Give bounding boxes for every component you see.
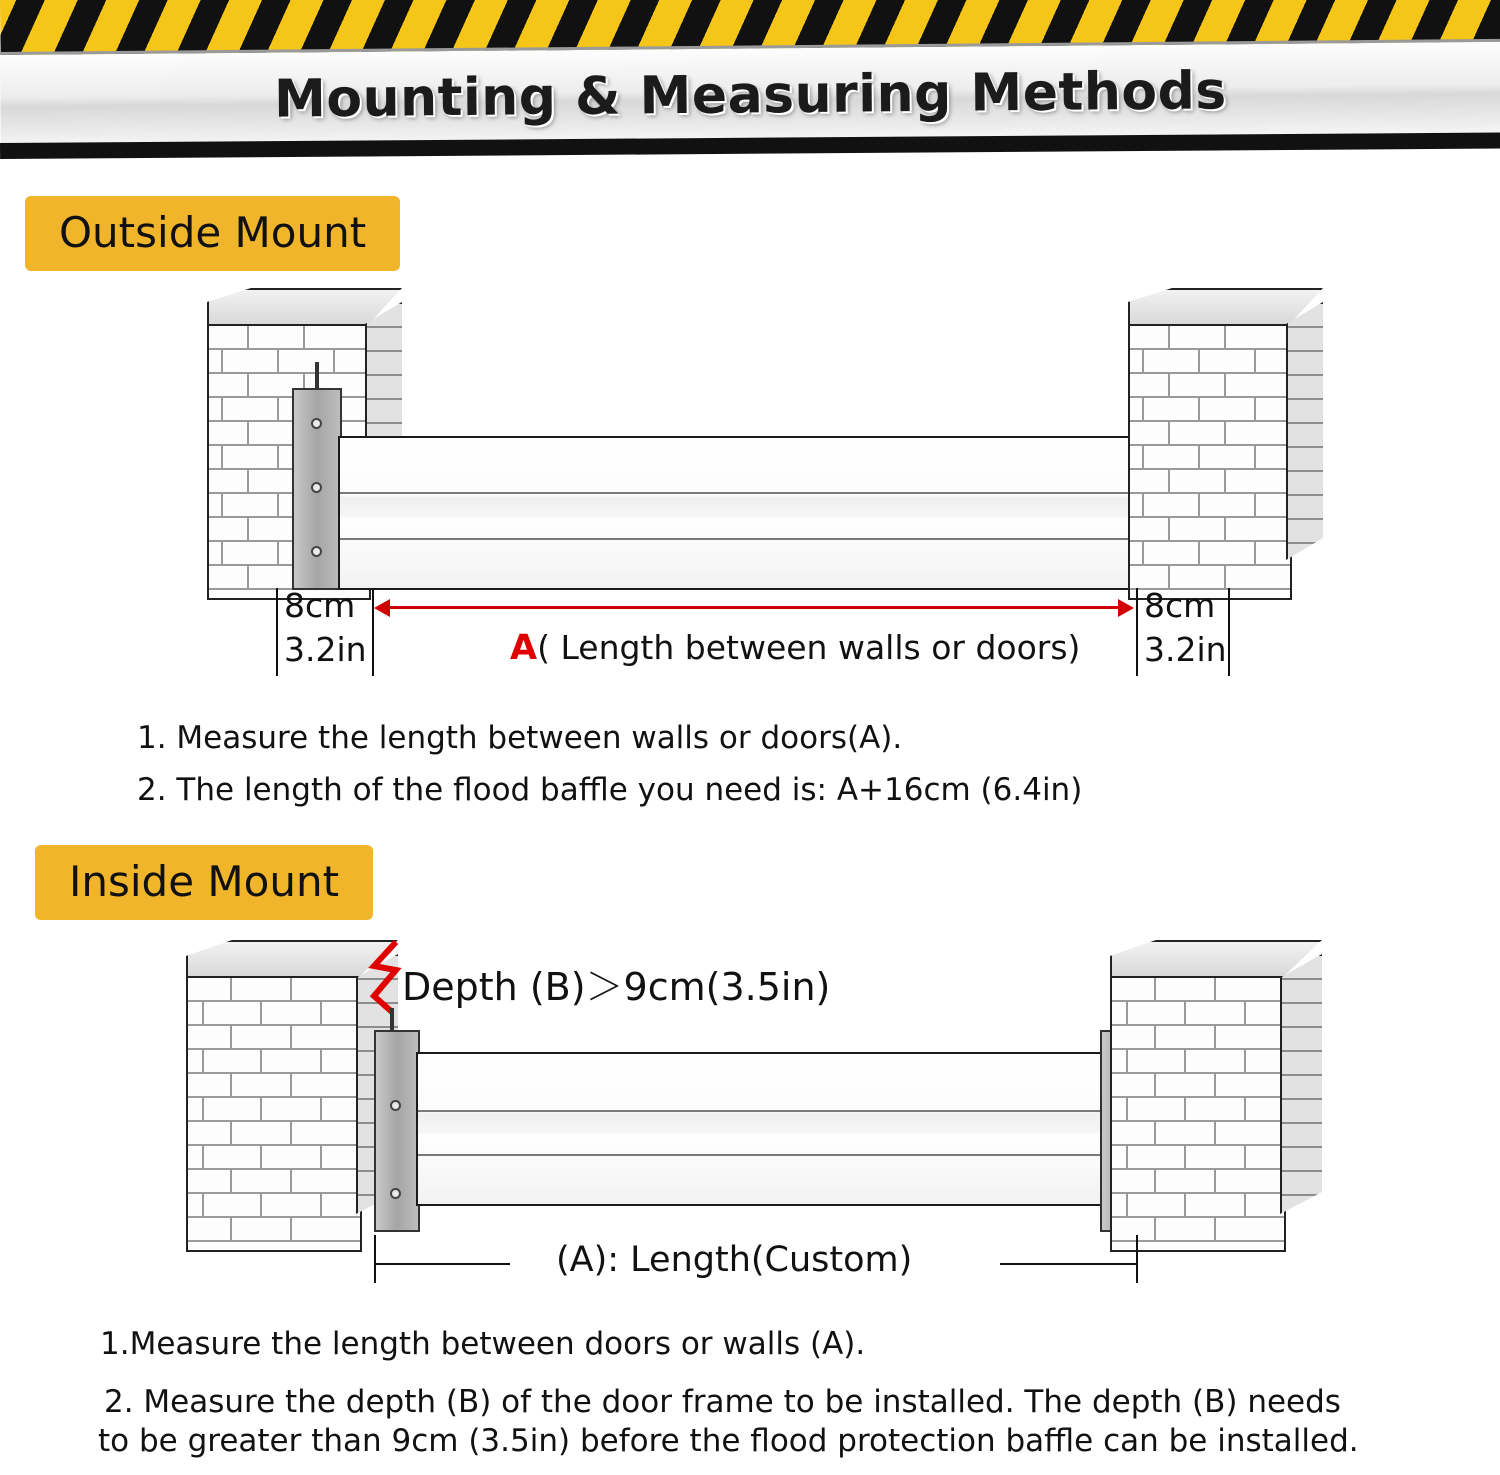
dimension-tick (276, 588, 278, 676)
dimension-tick (1136, 588, 1138, 676)
inside-mount-step-1: 1.Measure the length between doors or walls (A). (100, 1326, 866, 1362)
outside-mount-dimensions (0, 588, 1500, 683)
flood-baffle-board (338, 436, 1182, 590)
inside-mount-step-2a: 2. Measure the depth (B) of the door frame to be installed. The depth (B) needs (104, 1383, 1341, 1420)
dimension-arrow-right (1118, 599, 1134, 617)
section-label-inside-mount (35, 845, 373, 920)
dim-left-in: 3.2in (284, 630, 367, 669)
depth-marker-icon (366, 940, 406, 1018)
screw-icon (311, 418, 322, 429)
dim-center-prefix: A (510, 628, 538, 668)
dim-center-text: ( Length between walls or doors) (537, 628, 1081, 667)
flood-baffle-board-inside (416, 1052, 1108, 1206)
outside-mount-step-2: 2. The length of the flood baffle you need is: A+16cm (6.4in) (137, 772, 1083, 808)
inside-mount-diagram (0, 930, 1500, 1260)
header (0, 0, 1500, 160)
dim-left-cm: 8cm (284, 586, 356, 625)
screw-icon (390, 1100, 401, 1111)
screw-icon (311, 482, 322, 493)
inside-mount-steps (100, 1325, 1440, 1462)
brick-pier-right (1128, 288, 1323, 598)
depth-note: Depth (B)＞9cm(3.5in) (402, 965, 831, 1009)
dim-center-label (510, 628, 1080, 668)
outside-mount-label: Outside Mount (25, 196, 400, 271)
dimension-tick (1228, 588, 1230, 676)
inside-mount-dimensions (0, 1235, 1500, 1305)
section-label-outside-mount (25, 196, 400, 271)
dimension-line-right (1000, 1263, 1136, 1265)
outside-mount-step-1: 1. Measure the length between walls or doors(A). (137, 720, 903, 756)
screw-icon (311, 546, 322, 557)
dim-right-cm: 8cm (1144, 586, 1216, 625)
page-title: Mounting & Measuring Methods (273, 61, 1227, 130)
dim-right-in: 3.2in (1144, 630, 1227, 669)
dimension-tick (374, 1235, 376, 1283)
mounting-bracket-left-inside (374, 1030, 420, 1232)
screw-icon (390, 1188, 401, 1199)
brick-pier-right-inside (1110, 940, 1322, 1248)
outside-mount-steps (137, 720, 1082, 808)
dimension-tick (1136, 1235, 1138, 1283)
inside-mount-label: Inside Mount (35, 845, 373, 920)
dimension-arrow-left (374, 599, 390, 617)
inside-mount-step-2b: to be greater than 9cm (3.5in) before the flood protection baffle can be installed. (98, 1423, 1359, 1460)
inside-length-label: (A): Length(Custom) (556, 1240, 913, 1280)
dimension-line-A (388, 606, 1120, 609)
dimension-line-left (374, 1263, 510, 1265)
